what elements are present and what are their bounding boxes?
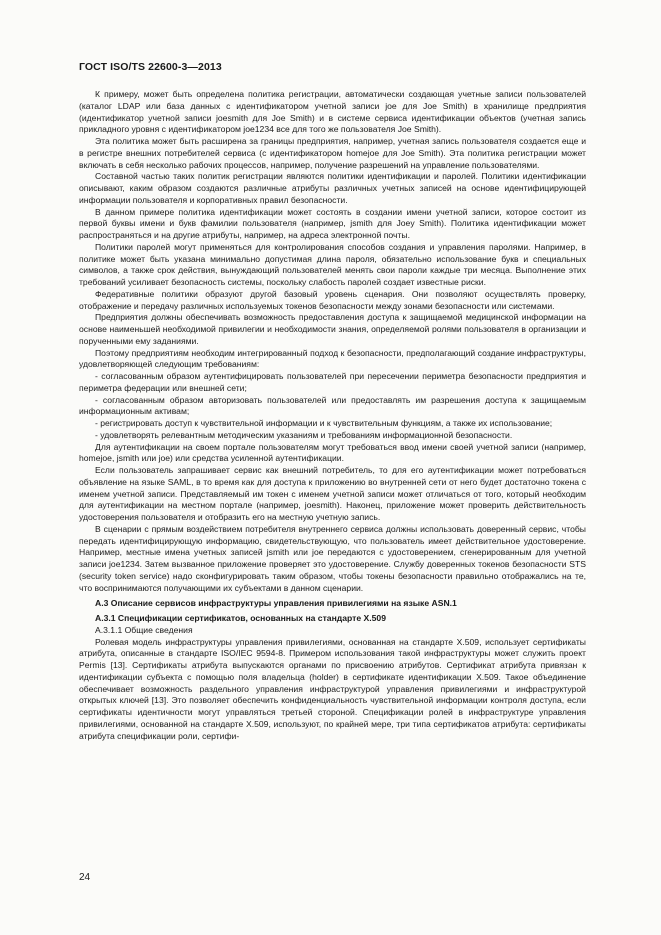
paragraph: Федеративные политики образуют другой базовый уровень сценария. Они позволяют осуществлять проверку, отображение и передачу различных используемых токенов безопасности между зонами безопасности или системами. bbox=[79, 288, 586, 311]
paragraph: Для аутентификации на своем портале пользователям могут требоваться ввод имени своей учетной записи (например, homejoe, jsmith или joe) или средства усиленной аутентификации. bbox=[79, 441, 586, 464]
list-item: - согласованным образом авторизовать пользователей или предоставлять им разрешения доступа к защищаемым информационным активам; bbox=[79, 394, 586, 417]
paragraph: Предприятия должны обеспечивать возможность предоставления доступа к защищаемой медицинской информации на основе наименьшей необходимой привилегии и необходимости знания, определяемой ролями пользователя в организации и порученными ему заданиями. bbox=[79, 312, 586, 346]
document-body bbox=[79, 89, 586, 742]
list-item: - удовлетворять релевантным методическим указаниям и требованиям информационной безопасности. bbox=[95, 429, 513, 440]
section-heading-a3: А.3 Описание сервисов инфраструктуры управления привилегиями на языке ASN.1 bbox=[95, 598, 457, 609]
paragraph: Политики паролей могут применяться для контролирования способов создания и управления паролями. Например, в политике может быть указана минимально допустимая длина пароля, обязательно использование букв и специальных символов, а также срок действия, вынуждающий пользователей менять свои пароли каждые три месяца. Выполнение этих требований усиливает безопасность системы, поскольку слабость паролей создает известные риски. bbox=[79, 241, 586, 287]
list-item: - согласованным образом аутентифицировать пользователей при пересечении периметра безопасности предприятия и периметра федерации или внешней сети; bbox=[79, 371, 586, 393]
paragraph: Эта политика может быть расширена за границы предприятия, например, учетная запись пользователя создается еще и в регистре внешних потребителей сервиса (с идентификатором homejoe для Joe Smith). Эта политика регистрации может включать в себя несколько рабочих процессов, например, получение разрешений на управление пользователями. bbox=[79, 136, 586, 170]
paragraph: В сценарии с прямым воздействием потребителя внутреннего сервиса должны использовать доверенный сервис, чтобы передать идентифицирующую информацию, свидетельствующую, что пользователь имеет действительное удостоверение. Например, местные имена учетных записей jsmith или joe передаются с удостоверением, сгенерированным для учетной записи joe1234. Затем вызванное приложение проверяет это удостоверение. Службу доверенных токенов безопасности STS (security token service) надо сконфигурировать таким образом, чтобы токены безопасности правильно отображались на те, что воспринимаются получающими их субъектами в данном сценарии. bbox=[79, 523, 586, 593]
paragraph: Поэтому предприятиям необходим интегрированный подход к безопасности, предполагающий создание инфраструктуры, удовлетворяющей следующим требованиям: bbox=[79, 347, 586, 370]
paragraph: Составной частью таких политик регистрации являются политики идентификации и паролей. Политики идентификации описывают, каким образом создаются различные атрибуты различных учетных записей на основе идентифицирующей информации пользователя и корпоративных правил безопасности. bbox=[79, 171, 586, 205]
paragraph: Ролевая модель инфраструктуры управления привилегиями, основанная на стандарте X.509, использует сертификаты атрибута, описанные в стандарте ISO/IEC 9594-8. Примером использования такой инфраструктуры может служить проект Permis [13]. Сертификаты атрибута выпускаются органами по присвоению атрибутов. Сертификат атрибута привязан к идентификации субъекта с помощью поля владельца (holder) в сертификате идентификации X.509. Такое объединение обеспечивает возможность раздельного управления инфраструктурой управления привилегиями и инфраструктурой открытых ключей [13]. Это позволяет обеспечить конфиденциальность чувствительной информации контроля доступа, если сертификаты идентичности могут управляться третьей стороной. Спецификации ролей в инфраструктуре управления привилегиями, основанной на стандарте X.509, используют, по крайней мере, три типа сертификатов атрибута: сертификаты атрибута спецификации роли, сертифи- bbox=[79, 636, 586, 741]
section-heading-a3-1-1: А.3.1.1 Общие сведения bbox=[95, 624, 193, 635]
page-header-title: ГОСТ ISO/TS 22600-3—2013 bbox=[79, 61, 222, 73]
paragraph: В данном примере политика идентификации может состоять в создании имени учетной записи, которое состоит из первой буквы имени и букв фамилии пользователя (например, jsmith для Joey Smith). Политика идентификации может распространяться и на другие атрибуты, например, на адреса электронной почты. bbox=[79, 206, 586, 240]
paragraph: Если пользователь запрашивает сервис как внешний потребитель, то для его аутентификации может потребоваться объявление на языке SAML, в то время как для доступа к приложению во внутренней сети от него будет достаточно токена с именем учетной записи. Представляемый им токен с именем учетной записи может отличаться от того, который необходим для аутентификации на местном портале (например, joesmith). Наконец, приложение может проверить действительность удостоверения пользователя и отобразить его на местную учетную запись. bbox=[79, 465, 586, 522]
section-heading-a3-1: А.3.1 Спецификации сертификатов, основанных на стандарте X.509 bbox=[95, 613, 386, 623]
paragraph: К примеру, может быть определена политика регистрации, автоматически создающая учетные записи пользователей (каталог LDAP или база данных с идентификатором учетной записи joe для Joe Smith) в хранилище предприятия (идентификатор учетной записи joesmith для Joe Smith) и в системе сервиса идентификации объектов (учетная запись прикладного уровня с идентификатором joe1234 все для того же пользователя Joe Smith). bbox=[79, 89, 586, 135]
list-item: - регистрировать доступ к чувствительной информации и к чувствительным функциям, а также их использование; bbox=[95, 418, 553, 428]
page-number: 24 bbox=[79, 872, 91, 883]
